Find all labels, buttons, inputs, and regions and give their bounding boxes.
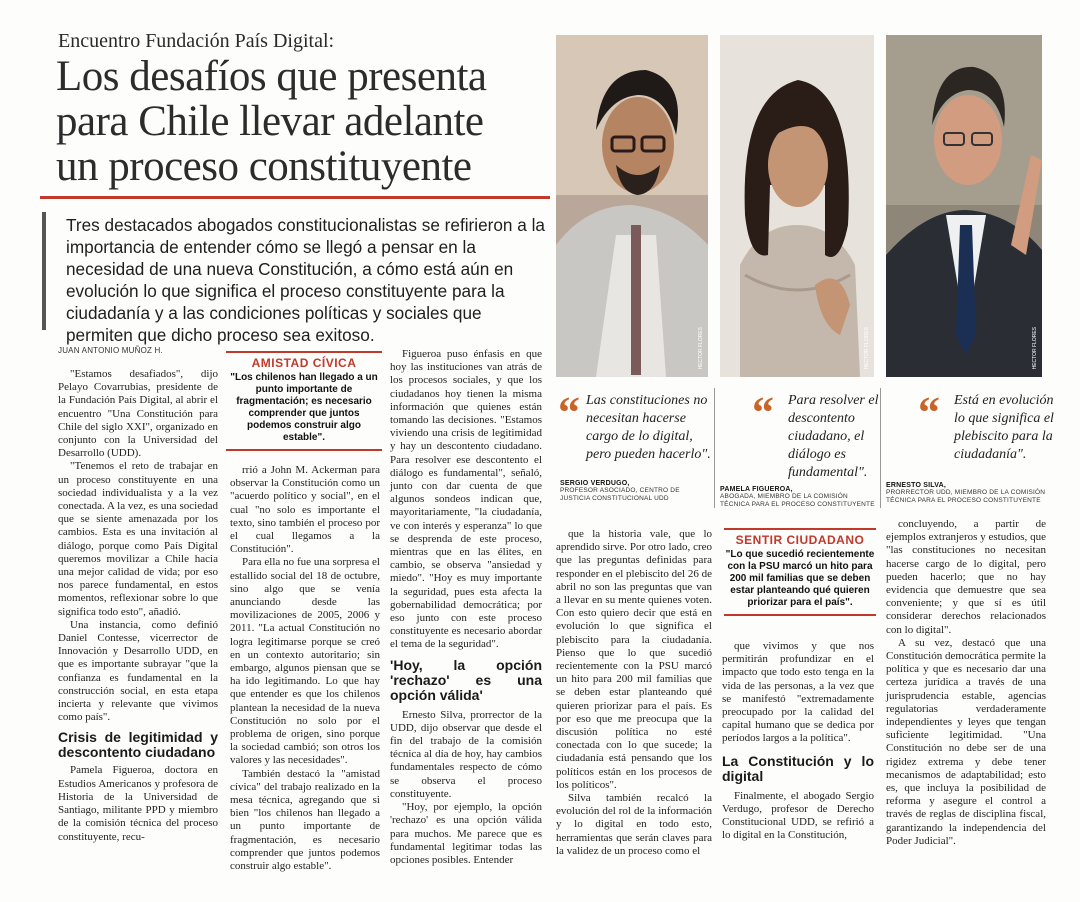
speaker-role: PRORRECTOR UDD, MIEMBRO DE LA COMISIÓN TÉCNICA PARA EL PROCESO CONSTITUYENTE: [886, 489, 1046, 504]
section-subhead: 'Hoy, la opción 'rechazo' es una opción válida': [390, 656, 542, 703]
body-paragraph: También destacó la "amistad cívica" del trabajo realizado en la mesa técnica, agregando que si bien "los chilenos han llegado a un punto importante de fragmentación, es necesario comprender que juntos podemos construir algo estable".: [230, 767, 380, 873]
speaker-name: PAMELA FIGUEROA,: [720, 486, 793, 493]
body-paragraph: "Estamos desafiados", dijo Pelayo Covarrubias, presidente de la Fundación País Digital, al abrir el encuentro "Una Constitución para Chile del siglo XXI", organizado en conjunto con la Universidad del Desarrollo (UDD).: [58, 368, 218, 460]
quote-mark-icon: “: [558, 388, 580, 437]
body-paragraph: Finalmente, el abogado Sergio Verdugo, profesor de Derecho Constitucional UDD, se refirió a lo digital en la Constitución,: [722, 789, 874, 842]
speaker-role: PROFESOR ASOCIADO, CENTRO DE JUSTICIA CONSTITUCIONAL UDD: [560, 487, 680, 502]
portrait-woman-icon: [720, 35, 874, 377]
headline-line: para Chile llevar adelante: [56, 98, 484, 145]
body-column-4: [556, 528, 712, 858]
pull-quote-silva: [918, 388, 1054, 464]
portrait-man-suit-icon: [886, 35, 1042, 377]
body-paragraph: que la historia vale, que lo aprendido sirve. Por otro lado, creo que las preguntas definidas para responder en el plebiscito del 26 de abril no son las preguntas que van a llevar en su mente quienes voten. Con esto quiero decir que está en evolución lo que significa el plebiscito para la ciudadanía. Pienso que lo que sucedió recientemente con la PSU marcó un hito para 200 mil familias que se deben estar planteando qué quieren priorizar para el país. Es por eso que me preocupa que la discusión política no esté conectada con lo que sucede; la ciudadanía está pensando que los políticos están en los procesos de los políticos".: [556, 528, 712, 791]
photo-credit: HECTOR FLORES: [1032, 326, 1038, 369]
body-paragraph: Para ella no fue una sorpresa el estallido social del 18 de octubre, sino algo que se venía anunciando desde las movilizaciones de 2005, 2006 y 2011. "La actual Constitución no logra legitimarse porque se creó en un contexto autoritario; sin embargo, algunos piensan que se ha ido legitimando. Lo que hay que entender es que los chilenos plantean la necesidad de la nueva Constitución no solo por el problema de origen, sino porque la sociedad cambió; son otros los valores y las necesidades".: [230, 556, 380, 767]
pull-quote-caption: [560, 480, 710, 503]
body-paragraph: "Tenemos el reto de trabajar en un proceso constituyente en una sociedad individualista y a la vez conectada. A la vez, es una sociedad que se siente amenazada por los cambios. Esta es una invitación al diálogo, porque como País Digital queremos movilizar a Chile hacia una mejor calidad de vida; por eso nos parece fundamental, en estos momentos, reflexionar sobre lo que significa todo esto", añadió.: [58, 460, 218, 618]
body-paragraph: "Hoy, por ejemplo, la opción 'rechazo' es una opción válida para muchos. Me parece que es fundamental legitimar todas las opciones posibles. Entender: [390, 801, 542, 866]
box-text: "Los chilenos han llegado a un punto importante de fragmentación; es necesario comprender que juntos podemos construir algo estable".: [230, 372, 378, 443]
article-kicker: Encuentro Fundación País Digital:: [58, 30, 335, 52]
box-rule: [226, 351, 382, 353]
pull-quote-verdugo: [558, 388, 712, 464]
body-paragraph: Una instancia, como definió Daniel Contesse, vicerrector de Innovación y Desarrollo UDD, en que es importante subrayar "que la confianza es fundamental en la construcción social, en esta etapa incierta y relevante que vivimos como país".: [58, 618, 218, 724]
section-subhead: Crisis de legitimidad y descontento ciudadano: [58, 729, 218, 761]
deck-bar: [42, 212, 46, 330]
box-rule: [226, 449, 382, 451]
pull-quote-text: Está en evolución lo que significa el plebiscito para la ciudadanía".: [954, 393, 1054, 462]
photo-credit: HECTOR FLORES: [698, 326, 704, 369]
pull-quote-text: Las constituciones no necesitan hacerse cargo de lo digital, pero pueden hacerlo".: [586, 393, 711, 462]
box-rule: [724, 528, 876, 530]
column-divider: [714, 388, 715, 508]
article-deck: Tres destacados abogados constitucionalistas se refirieron a la importancia de entender cómo se llegó a pensar en la necesidad de una nueva Constitución, a cómo está aún en evolución lo que significa el proceso constituyente para la ciudadanía y a las condiciones políticas y sociales que permiten que dicho proceso sea exitoso.: [66, 215, 545, 345]
column-divider: [880, 388, 881, 508]
photo-sergio-verdugo: [556, 35, 708, 377]
pull-quote-caption: [886, 482, 1046, 505]
speaker-name: ERNESTO SILVA,: [886, 482, 946, 489]
section-subhead: La Constitución y lo digital: [722, 752, 874, 784]
pull-quote-figueroa: [752, 388, 879, 482]
portrait-man-glasses-icon: [556, 35, 708, 377]
speaker-role: ABOGADA, MIEMBRO DE LA COMISIÓN TÉCNICA PARA EL PROCESO CONSTITUYENTE: [720, 493, 875, 508]
body-column-1: [58, 368, 218, 844]
body-paragraph: concluyendo, a partir de ejemplos extranjeros y estudios, que "las constituciones no necesitan hacerse cargo de lo digital, pero pueden hacerlo; que no hay evidencia que demuestre que sea conveniente; y que sí es útil considerar derechos relacionados con lo digital".: [886, 518, 1046, 636]
pull-quote-caption: [720, 486, 876, 509]
body-paragraph: rrió a John M. Ackerman para observar la Constitución como un "acuerdo político y social", en el cual "no solo es importante el texto, sino también el proceso por el cual llegamos a la Constitución".: [230, 464, 380, 556]
photo-pamela-figueroa: [720, 35, 874, 377]
body-paragraph: Figueroa puso énfasis en que hoy las instituciones van atrás de los procesos sociales, y que los ciudadanos hoy tienen la misma información que quienes están tomando las decisiones. "Estamos viviendo una crisis de legitimidad y hay un descontento ciudadano. Para resolver ese descontento el diálogo es fundamental", señaló, junto con dar cuenta de que algunos sondeos indican que, mayoritariamente, "la ciudadanía, ve con interés y esperanza" lo que se desprenda de este proceso, mientras que en las élites, en cambio, se observa "ansiedad y miedo". "Hoy es muy importante la seguridad, pues esta afecta la gobernabilidad democrática; por eso junto con este proceso constituyente es necesario abordar el tema de la seguridad".: [390, 348, 542, 651]
body-paragraph: Ernesto Silva, prorrector de la UDD, dijo observar que desde el fin del trabajo de la comisión técnica al día de hoy, hay cambios fundamentales respecto de cómo se observa el proceso constituyente.: [390, 708, 542, 800]
quote-mark-icon: “: [918, 388, 940, 437]
box-title: AMISTAD CÍVICA: [251, 356, 357, 370]
box-rule: [724, 614, 876, 616]
body-paragraph: Silva también recalcó la evolución del rol de la información y lo digital en todo esto, herramientas que serán claves para la validez de un proceso como el: [556, 792, 712, 857]
body-paragraph: A su vez, destacó que una Constitución democrática permite la política y que es necesario dar una certeza jurídica a través de una jurisprudencia estable, agencias regulatorias verdaderamente independientes y leyes que tengan suficiente legitimidad. "Una Constitución no debe ser de una rigidez extrema y debe tener mecanismos de adaptabilidad; esto es, que incluya la posibilidad de reforma y asegure el control a través de reglas de disciplina fiscal, garantizando la independencia del Poder Judicial".: [886, 636, 1046, 847]
sidebar-box-amistad: [226, 351, 382, 451]
box-title: SENTIR CIUDADANO: [735, 533, 865, 547]
box-text: "Lo que sucedió recientemente con la PSU marcó un hito para 200 mil familias que se deben estar planteando qué quieren priorizar para el país".: [725, 549, 875, 608]
body-column-6: [886, 518, 1046, 848]
photo-credit: HECTOR FLORES: [864, 326, 870, 369]
body-column-5: [722, 640, 874, 842]
article-headline: [56, 54, 546, 189]
headline-rule: [40, 196, 550, 199]
body-paragraph: Pamela Figueroa, doctora en Estudios Americanos y profesora de Historia de la Universidad de Santiago, militante PPD y miembro de la comisión técnica del proceso constituyente, recu-: [58, 764, 218, 843]
article-byline: JUAN ANTONIO MUÑOZ H.: [58, 346, 163, 355]
body-column-3: [390, 348, 542, 867]
body-column-2: [230, 464, 380, 873]
headline-line: Los desafíos que presenta: [56, 53, 487, 100]
photo-ernesto-silva: [886, 35, 1042, 377]
headline-line: un proceso constituyente: [56, 143, 472, 190]
quote-mark-icon: “: [752, 388, 774, 437]
body-paragraph: que vivimos y que nos permitirán profundizar en el impacto que todo esto tenga en la vida de las personas, a la vez que se manifestó "extremadamente preocupado por la calidad del capital humano que se dedica por períodos largos a la política".: [722, 640, 874, 745]
pull-quote-text: Para resolver el descontento ciudadano, el diálogo es fundamental".: [788, 393, 879, 480]
speaker-name: SERGIO VERDUGO,: [560, 480, 630, 487]
sidebar-box-sentir: [724, 528, 876, 616]
